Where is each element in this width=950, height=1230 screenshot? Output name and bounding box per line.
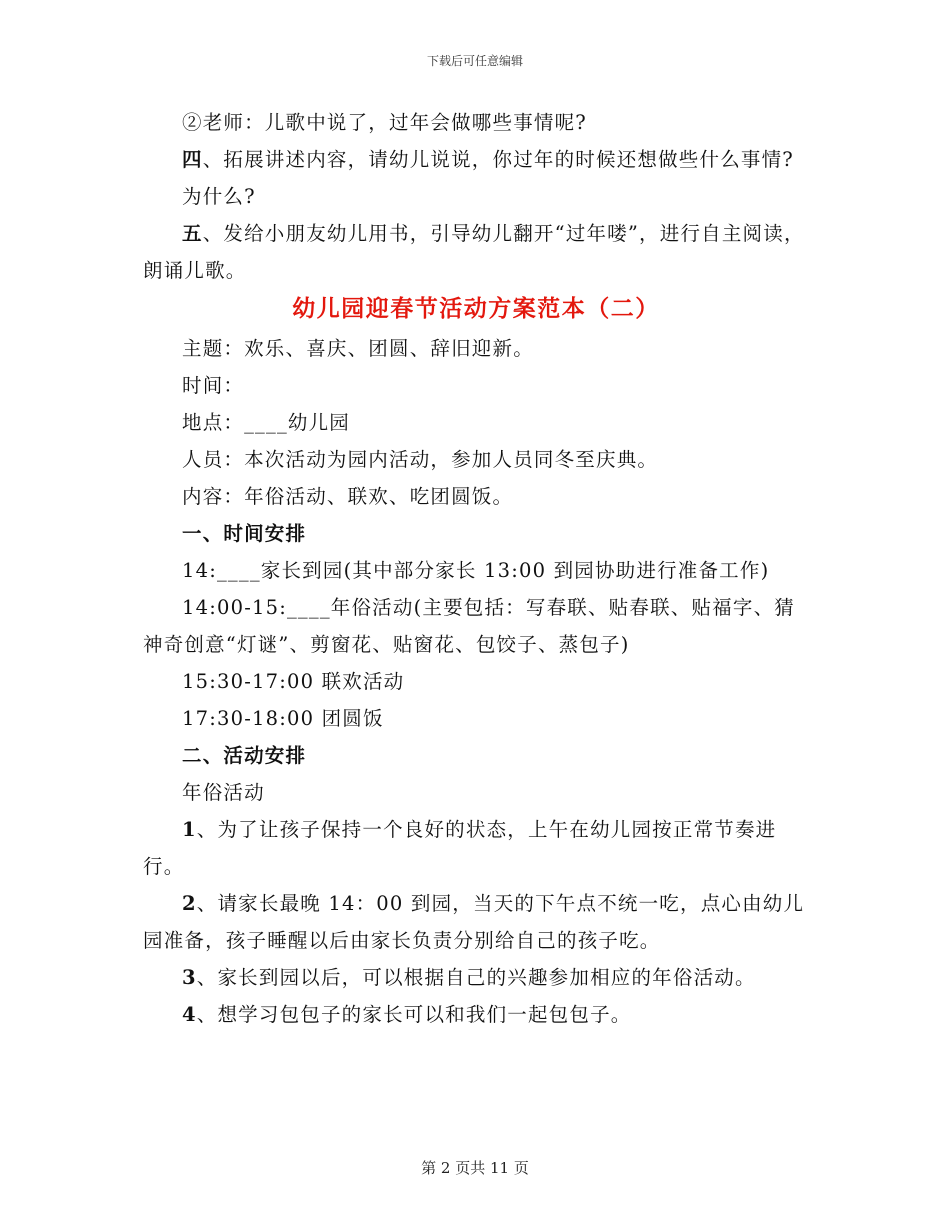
theme-line: 主题：欢乐、喜庆、团圆、辞旧迎新。 [182, 337, 534, 360]
item-number: 4 [182, 1003, 197, 1026]
time-line: 时间： [182, 374, 245, 397]
subheading: 年俗活动 [182, 781, 265, 804]
page-header: 下载后可任意编辑 [426, 54, 523, 68]
page-footer: 第 2 页共 11 页 [421, 1159, 529, 1177]
section-heading: 二、活动安排 [182, 744, 307, 767]
step-number: 四 [182, 148, 203, 171]
schedule-line: 17:30-18:00 团圆饭 [182, 707, 384, 730]
item-number: 1 [182, 818, 197, 841]
schedule-line: 14:____家长到园(其中部分家长 13:00 到园协助进行准备工作) [182, 559, 770, 582]
list-item [143, 959, 809, 996]
list-item [143, 996, 809, 1033]
item-text: 、想学习包包子的家长可以和我们一起包包子。 [196, 1003, 632, 1026]
item-text: 、家长到园以后，可以根据自己的兴趣参加相应的年俗活动。 [196, 966, 756, 989]
list-item [143, 885, 809, 959]
item-text: 、请家长最晚 14：00 到园，当天的下午点不统一吃，点心由幼儿园准备，孩子睡醒以后由家长负责分别给自己的孩子吃。 [143, 892, 805, 952]
document-title: 幼儿园迎春节活动方案范本（二） [292, 296, 660, 322]
section-heading: 一、时间安排 [182, 522, 307, 545]
item-number: 3 [182, 966, 197, 989]
paragraph [143, 215, 809, 289]
paragraph: 为什么? [182, 185, 256, 208]
step-number: 五 [182, 222, 203, 245]
schedule-line: 14:00-15:____年俗活动(主要包括：写春联、贴春联、贴福字、猜神奇创意“灯谜”、剪窗花、贴窗花、包饺子、蒸包子) [143, 596, 795, 656]
paragraph-text: 、发给小朋友幼儿用书，引导幼儿翻开“过年喽”，进行自主阅读，朗诵儿歌。 [143, 222, 805, 282]
document-body [143, 104, 809, 1033]
schedule-line: 15:30-17:00 联欢活动 [182, 670, 405, 693]
paragraph [143, 141, 809, 178]
content-line: 内容：年俗活动、联欢、吃团圆饭。 [182, 485, 514, 508]
people-line: 人员：本次活动为园内活动，参加人员同冬至庆典。 [182, 448, 659, 471]
item-text: 、为了让孩子保持一个良好的状态，上午在幼儿园按正常节奏进行。 [143, 818, 777, 878]
paragraph: ②老师：儿歌中说了，过年会做哪些事情呢? [182, 111, 587, 134]
item-number: 2 [182, 892, 197, 915]
list-item [143, 811, 809, 885]
place-line: 地点：____幼儿园 [182, 411, 351, 434]
paragraph-text: 、拓展讲述内容，请幼儿说说，你过年的时候还想做些什么事情? [202, 148, 794, 171]
